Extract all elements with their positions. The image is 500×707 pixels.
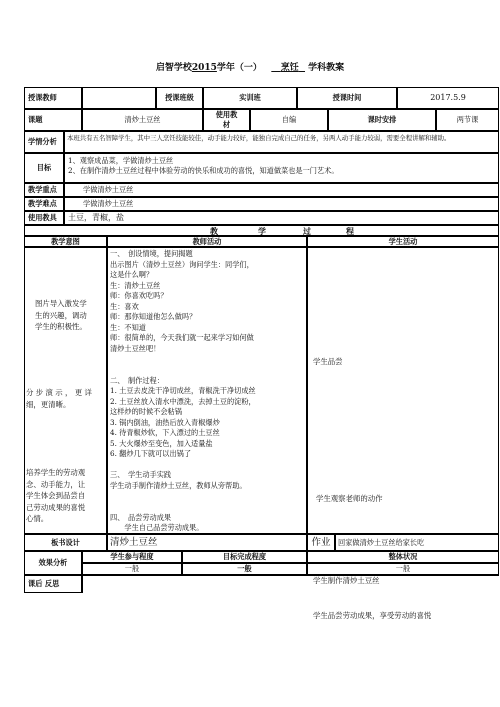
term-label: 学年（一）: [216, 63, 262, 73]
board-value: 清炒土豆丝: [107, 534, 307, 551]
hours-label: 课时安排: [328, 109, 436, 131]
tools-label: 使用教具: [24, 211, 64, 225]
effect-col3: 整体状况: [307, 551, 499, 563]
school-name: 启智学校: [155, 63, 192, 73]
material-label: 使用教材: [203, 109, 250, 131]
teacher-label: 授课教师: [24, 87, 82, 109]
teacher-value: [82, 87, 156, 109]
class-value: 实训班: [203, 87, 297, 109]
student-activity-1: 学生品尝: [313, 357, 343, 366]
key-point-label: 教学重点: [24, 183, 64, 197]
material-value: 自编: [250, 109, 328, 131]
student-activity-4: 学生品尝劳动成果，享受劳动的喜悦: [313, 611, 432, 620]
key-point-value: 学做清炒土豆丝: [64, 183, 499, 197]
effect-col2: 目标完成程度: [182, 551, 307, 563]
homework-label: 作业: [307, 534, 335, 551]
goal-1: 1、观察成品菜，学做清炒土豆丝: [68, 156, 174, 165]
difficulty-value: 学做清炒土豆丝: [64, 197, 499, 211]
process-banner: 教 学 过 程: [24, 225, 499, 236]
document-title: [0, 60, 500, 73]
effect-v2: 一般: [182, 563, 307, 575]
teacher-activity-column: 一、 创设情境，提问揭题 出示图片（清炒土豆丝）询问学生：同学们， 这是什么啊？ 生：清炒土豆丝 师：你喜欢吃吗？ 生：喜欢 师：那你知道他怎么做吗？ 生：不知道 师：很简单的，今天我们就一起来学习如何做 清炒土豆丝吧！ 二、 制作过程： 1. 土豆去皮洗干净切成丝，青椒洗干净切成丝 2. 土豆丝放入清水中漂洗，去掉土豆的淀粉， 这样炒的时候不会粘锅 3. 锅内倒油，油热后放入青椒爆炒 4. 待青椒炒软，下入漂过的土豆丝 5. 大火爆炒至变色，加入适量盐 6. 翻炒几下就可以出锅了 三、 学生动手实践 学生动手制作清炒土豆丝，教师从旁帮助。 四、 品尝劳动成果 学生自己品尝劳动成果。: [107, 247, 307, 534]
tools-value: 土豆，青椒，盐: [64, 211, 499, 225]
effect-v1: 一般: [82, 563, 182, 575]
effect-col1: 学生参与程度: [82, 551, 182, 563]
title-suffix: 学科教案: [308, 63, 345, 73]
school-year: 2015: [191, 63, 217, 73]
difficulty-label: 教学难点: [24, 197, 64, 211]
col-student-header: 学生活动: [307, 236, 499, 247]
time-value: 2017.5.9: [397, 87, 499, 109]
reflection-value: [82, 575, 499, 593]
reflection-label: 课后 反思: [24, 575, 82, 593]
effect-label: 效果分析: [24, 551, 82, 575]
goals-text: [64, 153, 499, 183]
goal-2: 2、在制作清炒土豆丝过程中体验劳动的快乐和成功的喜悦，知道做菜也是一门艺术。: [68, 166, 339, 175]
subject-name: 烹饪: [280, 63, 299, 73]
topic-value: 清炒土豆丝: [82, 109, 203, 131]
student-activity-3: 学生制作清炒土豆丝: [313, 576, 380, 585]
class-label: 授课班级: [156, 87, 203, 109]
analysis-text: 本班共有五名智障学生，其中三人烹饪技能较佳，动手能力较好，能独自完成自己的任务，另两人动手能力较弱，需要全程讲解和辅助。: [64, 131, 499, 153]
hours-value: 两节课: [436, 109, 499, 131]
board-label: 板书设计: [24, 534, 107, 551]
intent-column: 图片导入激发学 生的兴趣，调动 学生的积极性。 分 步 演 示 ， 更 详 细，更清晰。 培养学生的劳动观 念、动手能力，让 学生体会到品尝自 己劳动成果的喜悦 心情。: [24, 247, 107, 534]
time-label: 授课时间: [297, 87, 397, 109]
homework-value: 回家做清炒土豆丝给家长吃: [335, 534, 499, 551]
effect-v3: 一般: [307, 563, 499, 575]
col-intent-header: 教学意图: [24, 236, 107, 247]
topic-label: 课题: [24, 109, 82, 131]
student-activity-2: 学生观察老师的动作: [316, 494, 383, 503]
col-teacher-header: 教师活动: [107, 236, 307, 247]
goals-label: 目标: [24, 153, 64, 183]
analysis-label: 学情分析: [24, 131, 64, 153]
